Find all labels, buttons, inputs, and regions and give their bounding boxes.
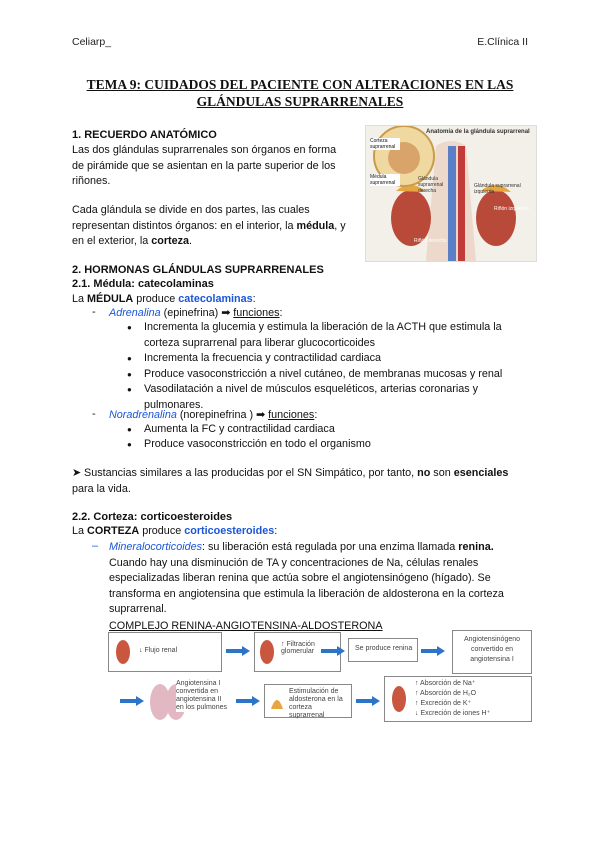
figure-label-cortex: Corteza suprarrenal (370, 138, 400, 150)
flow-step-renal-flow: ↓ Flujo renal (108, 632, 222, 672)
adrenalina-effect-4: Vasodilatación a nivel de músculos esqueléticos, arterias coronarias y pulmonares. (144, 383, 479, 411)
figure-label-left-kidney: Riñón izquierdo (494, 206, 529, 212)
bullet-icon: ● (127, 385, 132, 394)
noradrenalina-effect-2: Produce vasoconstricción en todo el organismo (144, 438, 371, 450)
section-1-paragraph-1: Las dos glándulas suprarrenales son órganos en forma de pirámide que se asientan en la parte superior de los riñones. (72, 144, 337, 188)
bullet-icon: ● (127, 440, 132, 449)
arrow-icon (236, 696, 260, 706)
flow-step-angiotensinogen: Angiotensinógeno convertido en angiotensina I (452, 630, 532, 674)
figure-title: Anatomía de la glándula suprarrenal (426, 129, 530, 135)
adrenal-icon (269, 691, 285, 711)
section-2-1-heading: 2.1. Médula: catecolaminas (72, 278, 214, 290)
page-title: TEMA 9: CUIDADOS DEL PACIENTE CON ALTERACIONES EN LAS GLÁNDULAS SUPRARRENALES (86, 77, 514, 109)
bullet-icon: ● (127, 370, 132, 379)
header-author: Celiarp_ (72, 36, 112, 48)
section-2-2-heading: 2.2. Corteza: corticoesteroides (72, 511, 233, 523)
section-1-heading: 1. RECUERDO ANATÓMICO (72, 129, 217, 141)
flow-step-filtration: ↑ Filtración glomerular (254, 632, 341, 672)
adrenalina-effect-1: Incrementa la glucemia y estimula la liberación de la ACTH que estimula la corteza suprarrenal para liberar glucocorticoides (144, 321, 502, 349)
anatomy-figure (365, 125, 537, 262)
kidney-icon (259, 639, 275, 665)
sympathetic-note: ➤ Sustancias similares a las producidas por el SN Simpático, por tanto, no son esenciales para la vida. (72, 467, 509, 495)
adrenalina-effect-3: Produce vasoconstricción a nivel cutáneo, de membranas mucosas y renal (144, 368, 503, 380)
bullet-icon: ● (127, 354, 132, 363)
list-dash: - (92, 408, 96, 420)
noradrenalina-effect-1: Aumenta la FC y contractilidad cardiaca (144, 423, 335, 435)
figure-label-left-gland: Glándula suprarrenal izquierda (474, 183, 521, 195)
arrow-icon (421, 646, 445, 656)
arrow-icon (226, 646, 250, 656)
section-2-heading: 2. HORMONAS GLÁNDULAS SUPRARRENALES (72, 264, 324, 276)
figure-label-medulla: Médula suprarrenal (370, 174, 400, 186)
arrow-icon (321, 646, 345, 656)
bullet-icon: ● (127, 323, 132, 332)
header-course: E.Clínica II (477, 36, 528, 48)
noradrenalina-item: Noradrenalina (norepinefrina ) ➡ funciones: (109, 409, 318, 421)
list-dash: - (92, 306, 96, 318)
bullet-icon: ● (127, 425, 132, 434)
arrow-icon (120, 696, 144, 706)
medulla-intro: La MÉDULA produce catecolaminas: (72, 293, 256, 305)
flow-step-lungs: Angiotensina I convertida en angiotensina II en los pulmones (148, 678, 230, 724)
flow-step-renin: Se produce renina (348, 638, 418, 662)
figure-label-right-kidney: Riñón derecho (414, 238, 447, 244)
mineralocorticoides-item: Mineralocorticoides: su liberación está regulada por una enzima llamada renina. Cuando hay una disminución de TA y concentraciones de Na, células renales especializadas liberan renina que actúa sobre el angiotensinógeno (hígado). Se transforma en angiotensina que estimula la liberación de aldosterona en la corteza suprarrenal. COMPLEJO RENINA-ANGIOTENSINA-ALDOSTERONA (109, 541, 504, 632)
figure-label-right-gland: Glándula suprarrenal derecha (418, 176, 444, 194)
flow-step-aldosterone: Estimulación de aldosterona en la corteza suprarrenal (264, 684, 352, 718)
section-1-paragraph-2: Cada glándula se divide en dos partes, las cuales representan distintos órganos: en el interior, la médula, y en el exterior, la corteza. (72, 204, 346, 248)
list-dash: – (92, 540, 99, 552)
kidney-icon (391, 685, 407, 713)
flow-step-effects: ↑ Absorción de Na⁺ ↑ Absorción de H₂O ↑ Excreción de K⁺ ↓ Excreción de iones H⁺ (384, 676, 532, 722)
kidney-icon (115, 639, 131, 665)
cortex-intro: La CORTEZA produce corticoesteroides: (72, 525, 278, 537)
adrenalina-item: Adrenalina (epinefrina) ➡ funciones: (109, 307, 283, 319)
adrenalina-effect-2: Incrementa la frecuencia y contractilidad cardiaca (144, 352, 382, 364)
arrow-icon (356, 696, 380, 706)
